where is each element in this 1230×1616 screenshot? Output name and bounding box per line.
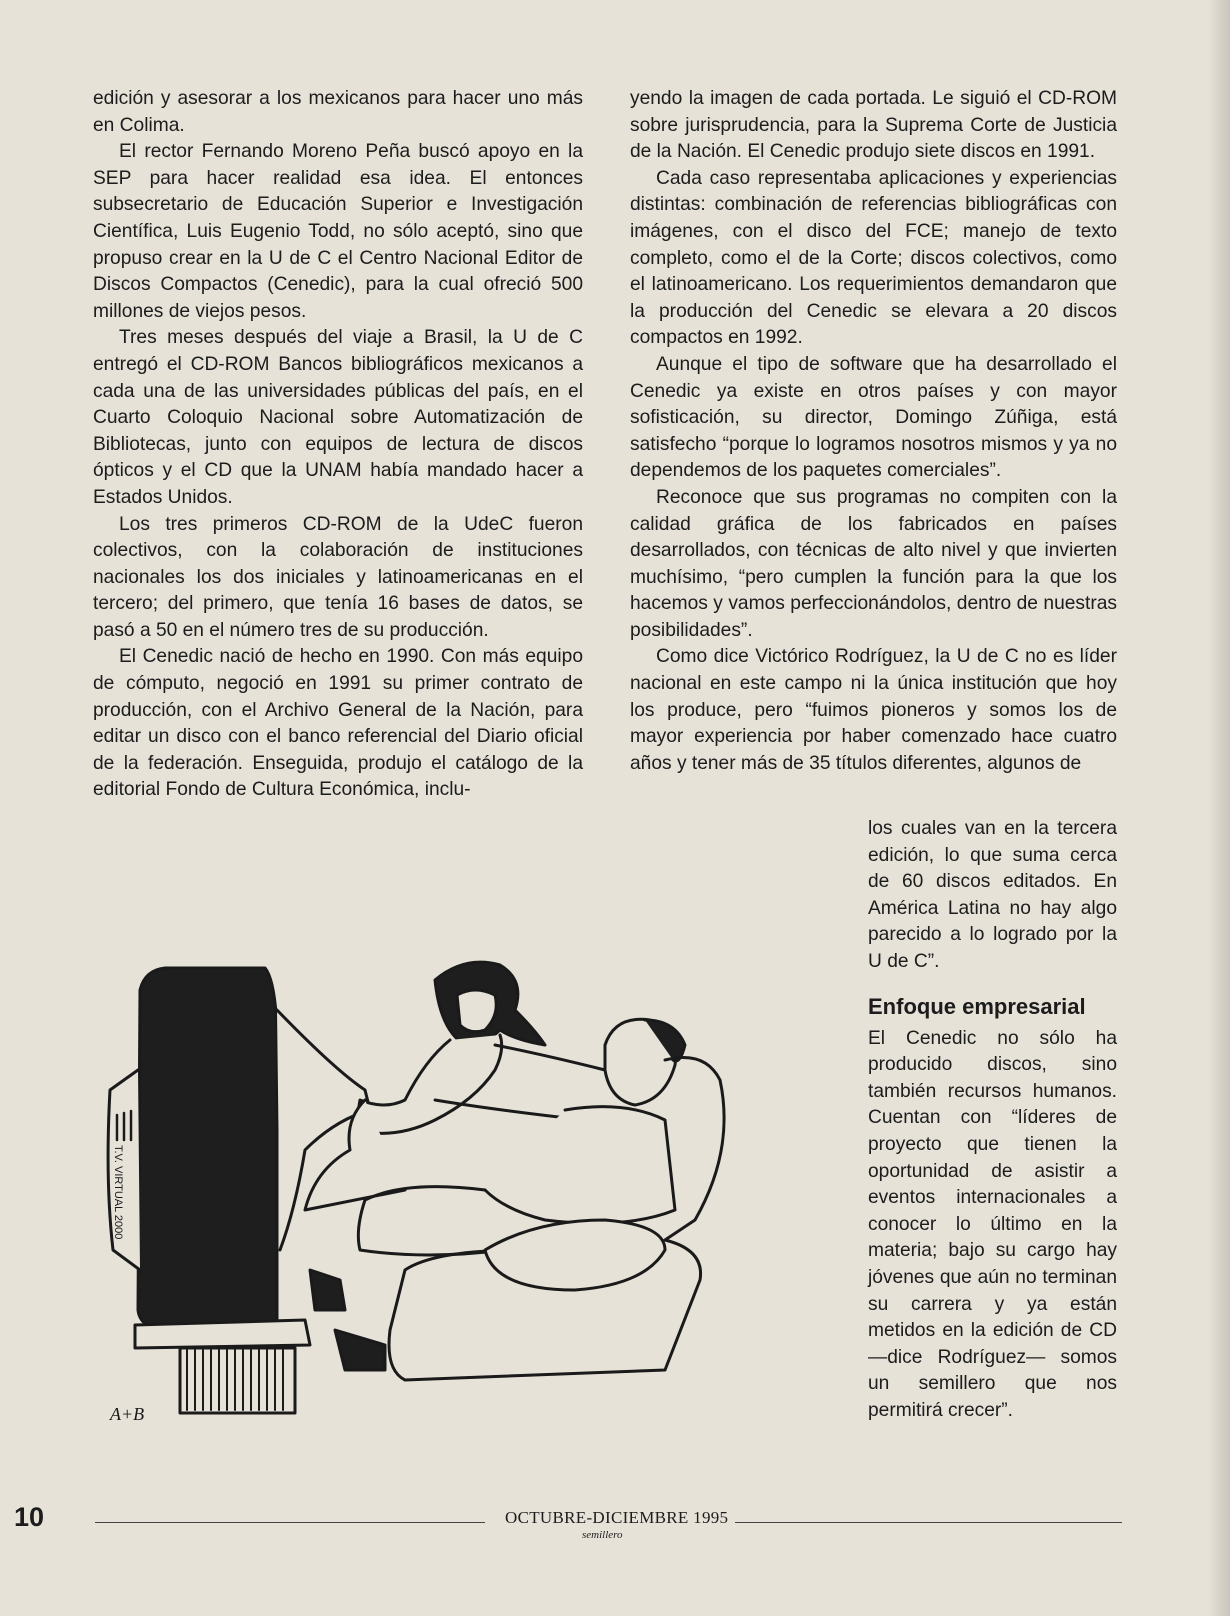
man-shoe xyxy=(335,1330,385,1370)
tv-label: T.V. VIRTUAL 2000 xyxy=(112,1145,124,1240)
woman-arm xyxy=(495,1045,605,1070)
paragraph: El Cenedic no sólo ha producido discos, sino también recursos humanos. Cuentan con “líderes de proyecto que tienen la oportunidad de asistir a eventos internacionales a conocer lo último en la materia; bajo su cargo hay jóvenes que aún no terminan su carrera y ya están metidos en la edición de CD —dice Rodríguez— somos un semillero que nos permitirá crecer”. xyxy=(868,1027,1117,1421)
paragraph: Como dice Victórico Rodríguez, la U de C no es líder nacional en este campo ni la única institución que hoy los produce, pero “fuimos pioneros y somos los de mayor experiencia por haber comenzado hace cuatro años y tener más de 35 títulos diferentes, algunos de xyxy=(630,646,1117,774)
paragraph: Aunque el tipo de software que ha desarrollado el Cenedic ya existe en otros países y con mayor sofisticación, su director, Domingo Zúñiga, está satisfecho “porque lo logramos nosotros mismos y ya no dependemos de los paquetes comerciales”. xyxy=(630,353,1117,482)
tv-base xyxy=(135,1320,310,1348)
footer-rule-right xyxy=(735,1522,1122,1523)
cartoon-illustration xyxy=(105,950,755,1430)
article-narrow-column xyxy=(868,816,1117,1424)
article-right-column xyxy=(630,86,1117,777)
section-heading: Enfoque empresarial xyxy=(868,993,1086,1019)
page-edge-shadow xyxy=(1208,0,1230,1616)
man-shoe-2 xyxy=(310,1270,345,1310)
paragraph: El rector Fernando Moreno Peña buscó apoyo en la SEP para hacer realidad esa idea. El entonces subsecretario de Educación Superior e Investigación Científica, Luis Eugenio Todd, no sólo aceptó, sino que propuso crear en la U de C el Centro Nacional Editor de Discos Compactos (Cenedic), para la cual ofreció 500 millones de viejos pesos. xyxy=(93,141,583,322)
woman-face xyxy=(457,990,496,1032)
man-legs xyxy=(358,1187,505,1255)
paragraph: Cada caso representaba aplicaciones y experiencias distintas: combinación de referencias bibliográficas con imágenes, con el disco del FCE; manejo de texto completo, como el de la Corte; discos colectivos, como el latinoamericano. Los requerimientos demandaron que la producción del Cenedic se elevara a 20 discos compactos en 1992. xyxy=(630,167,1117,349)
woman-body xyxy=(355,1035,502,1133)
paragraph: El Cenedic nació de hecho en 1990. Con más equipo de cómputo, negoció en 1991 su primer contrato de producción, con el Archivo General de la Nación, para editar un disco con el banco referencial del Diario oficial de la federación. Enseguida, produjo el catálogo de la editorial Fondo de Cultura Económica, inclu- xyxy=(93,646,583,801)
artist-signature: A+B xyxy=(110,1404,145,1424)
paragraph: edición y asesorar a los mexicanos para hacer uno más en Colima. xyxy=(93,88,583,136)
tv-cabinet xyxy=(138,968,277,1333)
footer-date: OCTUBRE-DICIEMBRE 1995 xyxy=(505,1508,729,1527)
footer-publication: semillero xyxy=(582,1529,623,1541)
man-body xyxy=(485,1107,675,1224)
paragraph: Tres meses después del viaje a Brasil, la U de C entregó el CD-ROM Bancos bibliográficos mexicanos a cada una de las universidades públicas del país, en el Cuarto Coloquio Nacional sobre Automatización de Bibliotecas, junto con equipos de lectura de discos ópticos y el CD que la UNAM había mandado hacer a Estados Unidos. xyxy=(93,327,583,508)
article-left-column xyxy=(93,86,583,804)
tv-stand xyxy=(180,1348,295,1413)
tv-label-text xyxy=(112,1145,124,1239)
paragraph: Reconoce que sus programas no compiten con la calidad gráfica de los fabricados en países desarrollados, con técnicas de alto nivel y que invierten muchísimo, “pero cumplen la función para la que los hacemos y vamos perfeccionándolos, dentro de nuestras posibilidades”. xyxy=(630,486,1117,641)
paragraph-continuation: los cuales van en la tercera edición, lo que suma cerca de 60 discos editados. En América Latina no hay algo parecido a lo logrado por la U de C”. xyxy=(868,818,1117,972)
paragraph: yendo la imagen de cada portada. Le siguió el CD-ROM sobre jurisprudencia, para la Suprema Corte de Justicia de la Nación. El Cenedic produjo siete discos en 1991. xyxy=(630,88,1117,163)
paragraph: Los tres primeros CD-ROM de la UdeC fueron colectivos, con la colaboración de instituciones nacionales los dos iniciales y latinoamericanas en el tercero; del primero, que tenía 16 bases de datos, se pasó a 50 en el número tres de su producción. xyxy=(93,513,583,641)
armchair-arm xyxy=(485,1220,665,1290)
footer-rule-left xyxy=(95,1522,485,1523)
page-number: 10 xyxy=(14,1502,45,1532)
